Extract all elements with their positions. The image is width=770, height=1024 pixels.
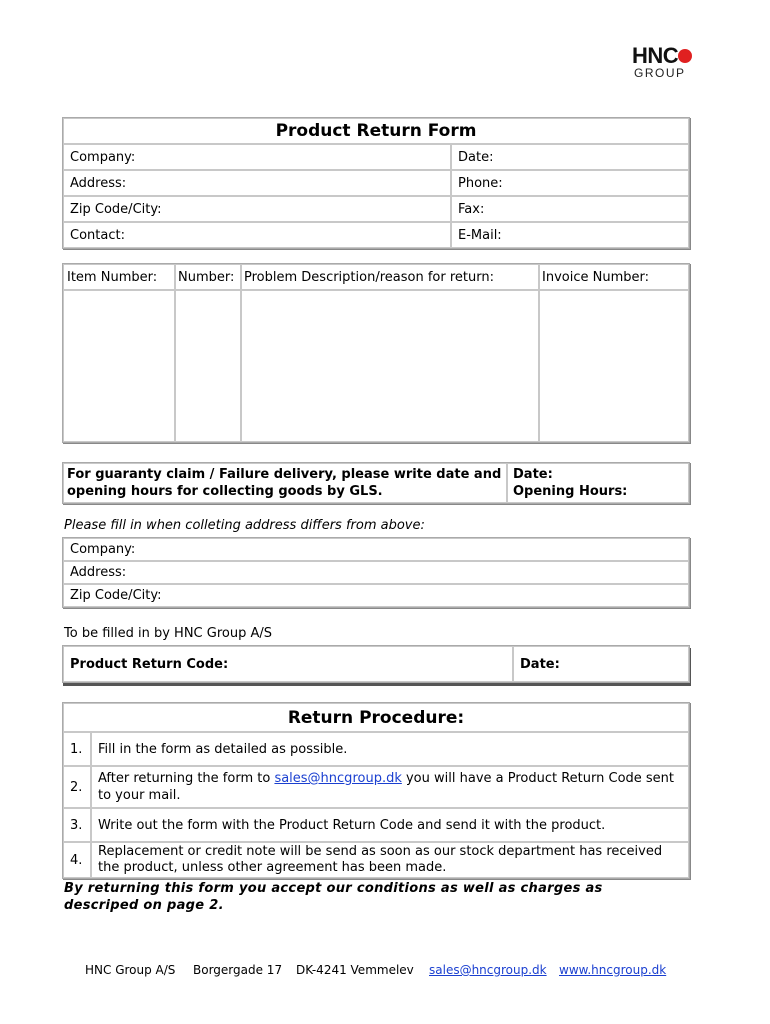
logo-circle-icon	[678, 49, 692, 63]
collect-company-field[interactable]: Company:	[63, 538, 689, 561]
return-code-field[interactable]: Product Return Code:	[63, 646, 513, 682]
collect-zip-city-field[interactable]: Zip Code/City:	[63, 584, 689, 607]
step-number: 4.	[63, 842, 91, 878]
zip-city-field[interactable]: Zip Code/City:	[63, 196, 451, 222]
step-text: After returning the form to sales@hncgroup.dk you will have a Product Return Code sent to your mail.	[91, 766, 689, 808]
guaranty-note: For guaranty claim / Failure delivery, please write date and opening hours for collecting goods by GLS.	[63, 463, 507, 503]
hnc-fill-note: To be filled in by HNC Group A/S	[64, 626, 272, 641]
number-cell[interactable]	[175, 290, 241, 442]
problem-description-header: Problem Description/reason for return:	[241, 264, 539, 290]
return-form-table	[62, 117, 690, 249]
fax-field[interactable]: Fax:	[451, 196, 689, 222]
step-text: Write out the form with the Product Return Code and send it with the product.	[91, 808, 689, 842]
guaranty-table	[62, 462, 690, 504]
phone-field[interactable]: Phone:	[451, 170, 689, 196]
footer-city: DK-4241 Vemmelev	[296, 963, 414, 977]
pickup-date-label: Date:	[513, 467, 553, 482]
item-number-header: Item Number:	[63, 264, 175, 290]
hnc-logo	[632, 45, 694, 81]
contact-field[interactable]: Contact:	[63, 222, 451, 248]
date-field[interactable]: Date:	[451, 144, 689, 170]
number-header: Number:	[175, 264, 241, 290]
footer-web-link[interactable]: www.hncgroup.dk	[559, 963, 667, 977]
footer-email-link[interactable]: sales@hncgroup.dk	[429, 963, 547, 977]
sales-email-link[interactable]: sales@hncgroup.dk	[274, 771, 402, 786]
step-number: 1.	[63, 732, 91, 766]
opening-hours-label: Opening Hours:	[513, 484, 628, 499]
pickup-info-field[interactable]	[507, 463, 689, 503]
invoice-number-cell[interactable]	[539, 290, 689, 442]
conditions-note: By returning this form you accept our conditions as well as charges as descriped on page 2.	[64, 881, 603, 913]
hnc-fill-table	[62, 645, 690, 683]
logo-sub: GROUP	[634, 66, 686, 80]
procedure-table	[62, 702, 690, 879]
step-text: Fill in the form as detailed as possible.	[91, 732, 689, 766]
items-table	[62, 263, 690, 443]
procedure-title: Return Procedure:	[63, 703, 689, 732]
footer-company: HNC Group A/S	[85, 963, 176, 977]
step-number: 2.	[63, 766, 91, 808]
address-field[interactable]: Address:	[63, 170, 451, 196]
problem-description-cell[interactable]	[241, 290, 539, 442]
footer-street: Borgergade 17	[193, 963, 283, 977]
email-field[interactable]: E-Mail:	[451, 222, 689, 248]
collect-note: Please fill in when colleting address differs from above:	[64, 518, 425, 533]
invoice-number-header: Invoice Number:	[539, 264, 689, 290]
collect-address-field[interactable]: Address:	[63, 561, 689, 584]
logo-brand: HNC	[632, 43, 679, 68]
form-title: Product Return Form	[63, 118, 689, 144]
step-text: Replacement or credit note will be send as soon as our stock department has received the product, unless other agreement has been made.	[91, 842, 689, 878]
hnc-date-field[interactable]: Date:	[513, 646, 689, 682]
step-number: 3.	[63, 808, 91, 842]
item-number-cell[interactable]	[63, 290, 175, 442]
company-field[interactable]: Company:	[63, 144, 451, 170]
collect-address-table	[62, 537, 690, 608]
